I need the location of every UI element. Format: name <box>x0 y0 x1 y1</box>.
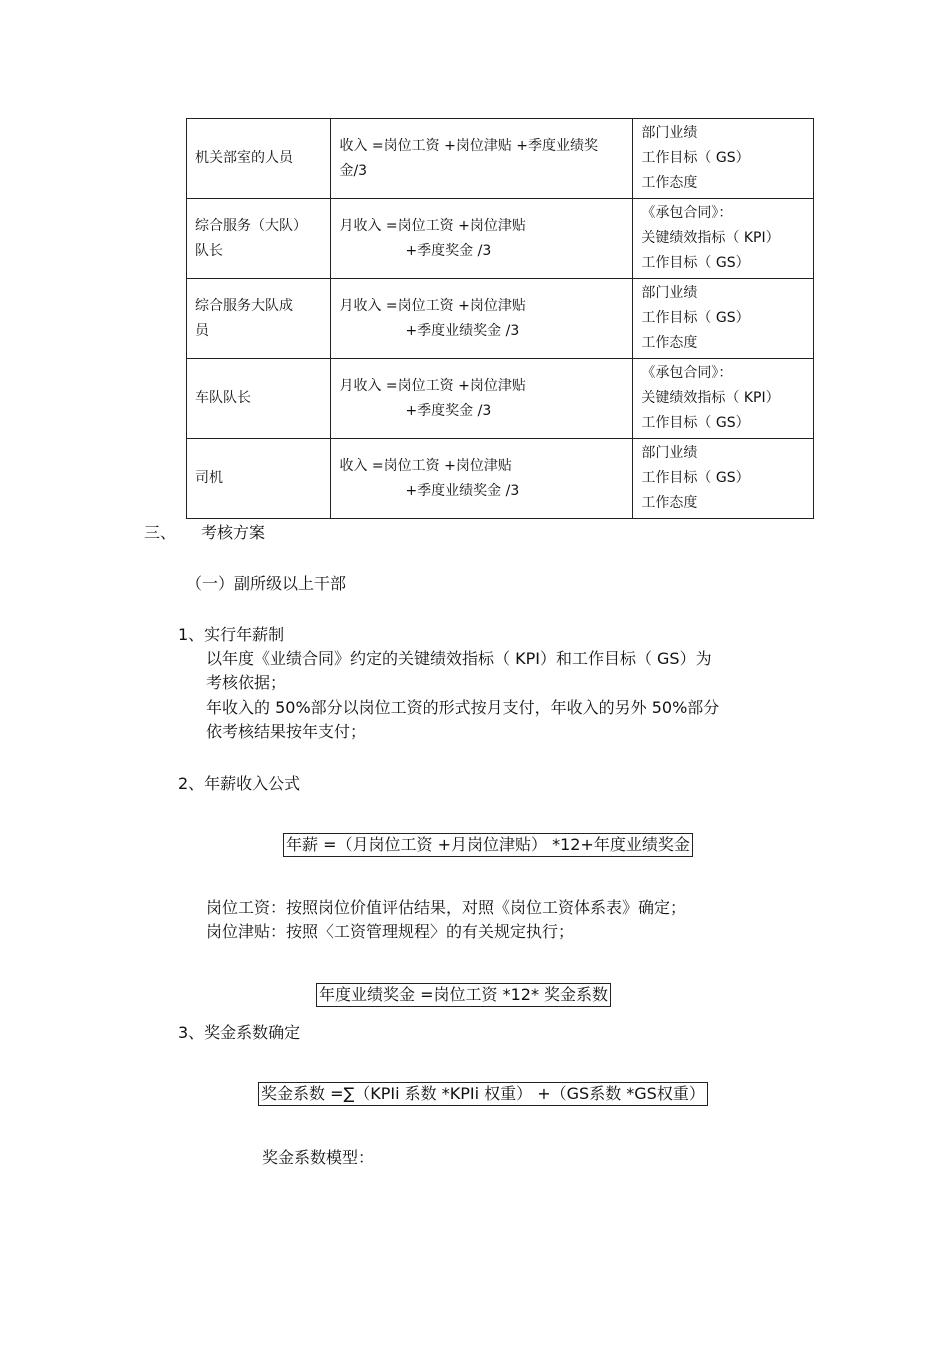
role-text: 综合服务（大队） <box>195 217 307 234</box>
role-cell <box>187 359 331 439</box>
basis-text: 部门业绩 <box>641 285 698 301</box>
table-row <box>187 279 814 359</box>
note-line: 岗位工资：按照岗位价值评估结果，对照《岗位工资体系表》确定； <box>206 898 687 917</box>
compensation-table <box>186 118 814 519</box>
formula-cell <box>331 359 633 439</box>
formula-text: 金/3 <box>339 162 368 179</box>
basis-text: 工作态度 <box>641 175 698 191</box>
basis-text: 关键绩效指标（ KPI） <box>641 230 780 246</box>
formula-text: 月收入 =岗位工资 +岗位津贴 <box>339 297 526 314</box>
basis-cell <box>633 279 814 359</box>
formula-text: 月收入 =岗位工资 +岗位津贴 <box>339 377 526 394</box>
basis-text: 工作态度 <box>641 495 698 511</box>
basis-cell <box>633 119 814 199</box>
basis-text: 工作目标（ GS） <box>641 150 750 166</box>
basis-text: 部门业绩 <box>641 445 698 461</box>
formula-text: +季度奖金 /3 <box>405 242 492 259</box>
basis-cell <box>633 439 814 519</box>
basis-cell <box>633 199 814 279</box>
basis-text: 工作目标（ GS） <box>641 470 750 486</box>
formula-text: 月收入 =岗位工资 +岗位津贴 <box>339 217 526 234</box>
role-cell <box>187 279 331 359</box>
subsection-title: （一）副所级以上干部 <box>186 574 347 593</box>
model-label: 奖金系数模型： <box>262 1148 375 1167</box>
basis-cell <box>633 359 814 439</box>
bonus-coefficient-formula: 奖金系数 =∑（KPIi 系数 *KPIi 权重） +（GS系数 *GS权重） <box>258 1082 708 1106</box>
role-text: 员 <box>195 322 209 339</box>
role-cell <box>187 119 331 199</box>
item1-title: 1、实行年薪制 <box>178 625 285 644</box>
section-title: 考核方案 <box>201 523 266 542</box>
formula-text: +季度业绩奖金 /3 <box>405 322 520 339</box>
role-text: 车队队长 <box>195 390 251 406</box>
item1-line: 以年度《业绩合同》约定的关键绩效指标（ KPI）和工作目标（ GS）为 <box>206 649 712 668</box>
basis-text: 《承包合同》： <box>641 205 733 221</box>
basis-text: 关键绩效指标（ KPI） <box>641 390 780 406</box>
formula-text: 收入 =岗位工资 +岗位津贴 +季度业绩奖 <box>339 137 598 154</box>
basis-text: 工作目标（ GS） <box>641 255 750 271</box>
table-row <box>187 199 814 279</box>
role-text: 机关部室的人员 <box>195 150 293 166</box>
basis-text: 部门业绩 <box>641 125 698 141</box>
formula-text: +季度奖金 /3 <box>405 402 492 419</box>
formula-cell <box>331 439 633 519</box>
basis-text: 工作态度 <box>641 335 698 351</box>
role-cell <box>187 199 331 279</box>
basis-text: 工作目标（ GS） <box>641 310 750 326</box>
item1-line: 年收入的 50%部分以岗位工资的形式按月支付，年收入的另外 50%部分 <box>206 698 720 717</box>
table-row <box>187 119 814 199</box>
basis-text: 《承包合同》： <box>641 365 733 381</box>
table-row <box>187 439 814 519</box>
role-text: 综合服务大队成 <box>195 297 293 314</box>
formula-cell <box>331 199 633 279</box>
item2-title: 2、年薪收入公式 <box>178 774 301 793</box>
note-line: 岗位津贴：按照〈工资管理规程〉的有关规定执行； <box>206 922 575 941</box>
table-row <box>187 359 814 439</box>
section-number: 三、 <box>144 523 177 542</box>
annual-salary-formula: 年薪 =（月岗位工资 +月岗位津贴） *12+年度业绩奖金 <box>283 833 693 857</box>
role-text: 司机 <box>195 470 223 486</box>
item1-line: 依考核结果按年支付； <box>206 722 367 741</box>
formula-cell <box>331 279 633 359</box>
item3-title: 3、奖金系数确定 <box>178 1023 301 1042</box>
formula-text: 收入 =岗位工资 +岗位津贴 <box>339 457 512 474</box>
role-text: 队长 <box>195 242 223 259</box>
basis-text: 工作目标（ GS） <box>641 415 750 431</box>
role-cell <box>187 439 331 519</box>
bonus-formula: 年度业绩奖金 =岗位工资 *12* 奖金系数 <box>316 983 611 1007</box>
formula-cell <box>331 119 633 199</box>
item1-line: 考核依据； <box>206 673 287 692</box>
formula-text: +季度业绩奖金 /3 <box>405 482 520 499</box>
